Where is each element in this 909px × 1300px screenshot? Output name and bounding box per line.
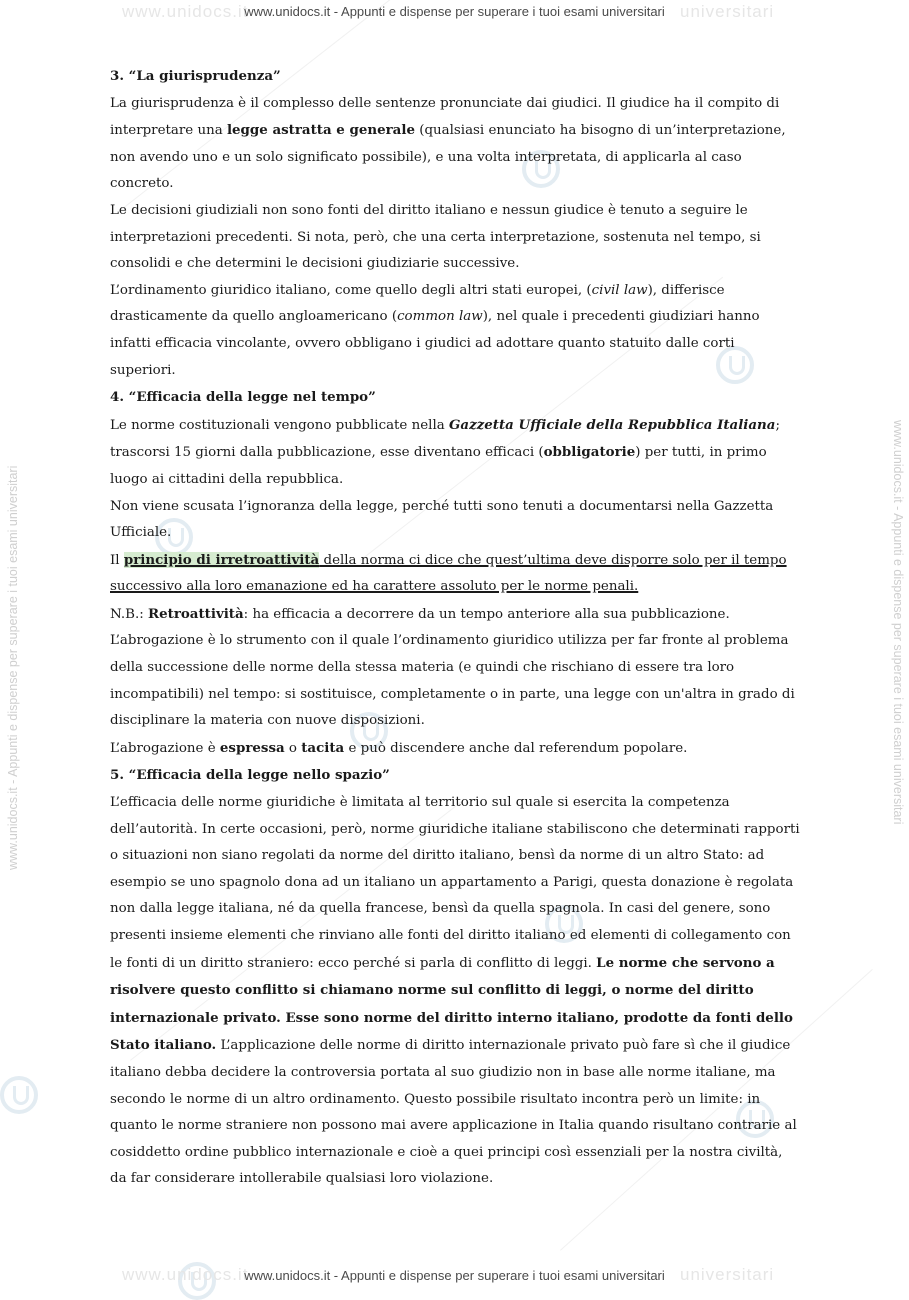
section-4-title: 4. “Efficacia della legge nel tempo” xyxy=(110,389,376,406)
document-body xyxy=(110,63,800,1193)
paragraph: L’abrogazione è espressa o tacita e può discendere anche dal referendum popolare. xyxy=(110,739,688,756)
right-side-watermark: www.unidocs.it - Appunti e dispense per superare i tuoi esami universitari xyxy=(891,420,905,825)
paragraph: La giurisprudenza è il complesso delle sentenze pronunciate dai giudici. Il giudice ha il compito di interpretare una legge astratta e generale (qualsiasi enunciato ha bisogno di un’interpretazione, non avendo uno e un solo significato possibile), e una volta interpretata, di applicarla al caso concreto. xyxy=(110,95,786,192)
watermark-ghost-left: www.unidocs.it xyxy=(122,2,249,21)
watermark-ghost-right: universitari xyxy=(680,1265,775,1284)
paragraph: Le norme costituzionali vengono pubblicate nella Gazzetta Ufficiale della Repubblica Italiana; trascorsi 15 giorni dalla pubblicazione, esse diventano efficaci (obbligatorie) per tutti, in primo luogo ai cittadini della repubblica. xyxy=(110,416,780,487)
watermark-ghost-left: www.unidocs.it xyxy=(122,1265,249,1284)
section-3-title: 3. “La giurisprudenza” xyxy=(110,68,281,84)
footer-watermark: www.unidocs.it - Appunti e dispense per superare i tuoi esami universitari xyxy=(244,1268,665,1283)
paragraph: N.B.: Retroattività: ha efficacia a decorrere da un tempo anteriore alla sua pubblicazione. xyxy=(110,605,730,622)
paragraph: Il principio di irretroattività della norma ci dice che quest’ultima deve disporre solo per il tempo successivo alla loro emanazione ed ha carattere assoluto per le norme penali. xyxy=(110,551,787,595)
paragraph: L’abrogazione è lo strumento con il quale l’ordinamento giuridico utilizza per far fronte al problema della successione delle norme della stessa materia (e quindi che rischiano di essere tra loro incompatibili) nel tempo: si sostituisce, completamente o in parte, una legge con un'altra in grado di disciplinare la materia con nuove disposizioni. xyxy=(110,633,795,729)
highlighted-term: principio di irretroattività xyxy=(123,551,320,568)
watermark-ghost-right: universitari xyxy=(680,2,775,21)
paragraph: Le decisioni giudiziali non sono fonti del diritto italiano e nessun giudice è tenuto a seguire le interpretazioni precedenti. Si nota, però, che una certa interpretazione, sostenuta nel tempo, si consolidi e che determini le decisioni giudiziarie successive. xyxy=(110,202,761,272)
header-watermark: www.unidocs.it - Appunti e dispense per superare i tuoi esami universitari xyxy=(244,4,665,19)
paragraph: Non viene scusata l’ignoranza della legge, perché tutti sono tenuti a documentarsi nella Gazzetta Ufficiale. xyxy=(110,498,774,541)
section-5-title: 5. “Efficacia della legge nello spazio” xyxy=(110,767,390,784)
left-side-watermark: www.unidocs.it - Appunti e dispense per superare i tuoi esami universitari xyxy=(6,465,20,870)
paragraph: L’efficacia delle norme giuridiche è limitata al territorio sul quale si esercita la competenza dell’autorità. In certe occasioni, però, norme giuridiche italiane stabiliscono che determinati rapporti o situazioni non siano regolati da norme del diritto italiano, bensì da norme di un altro Stato: ad esempio se uno spagnolo dona ad un italiano un appartamento a Parigi, questa donazione è regolata non dalla legge italiana, né da quella francese, bensì da quella spagnola. In casi del genere, sono presenti insieme elementi che rinviano alle fonti del diritto italiano ed elementi di collegamento con le fonti di un diritto straniero: ecco perché si parla di conflitto di leggi. Le norme che servono a risolvere questo conflitto si chiamano norme sul conflitto di leggi, o norme del diritto internazionale privato. Esse sono norme del diritto interno italiano, prodotte da fonti dello Stato italiano. L’applicazione delle norme di diritto internazionale privato può fare sì che il giudice italiano debba decidere la controversia portata al suo giudizio non in base alle norme italiane, ma secondo le norme di un altro ordinamento. Questo possibile risultato incontra però un limite: in quanto le norme straniere non possono mai avere applicazione in Italia quando risultano contrarie al cosiddetto ordine pubblico internazionale e cioè a quei principi così essenziali per la nostra civiltà, da far considerare intollerabile qualsiasi loro violazione. xyxy=(110,795,800,1187)
paragraph: L’ordinamento giuridico italiano, come quello degli altri stati europei, (civil law), differisce drasticamente da quello angloamericano (common law), nel quale i precedenti giudiziari hanno infatti efficacia vincolante, ovvero obbligano i giudici ad adottare quanto statuito dalle corti superiori. xyxy=(110,282,760,378)
unidocs-logo-icon xyxy=(0,1076,38,1114)
